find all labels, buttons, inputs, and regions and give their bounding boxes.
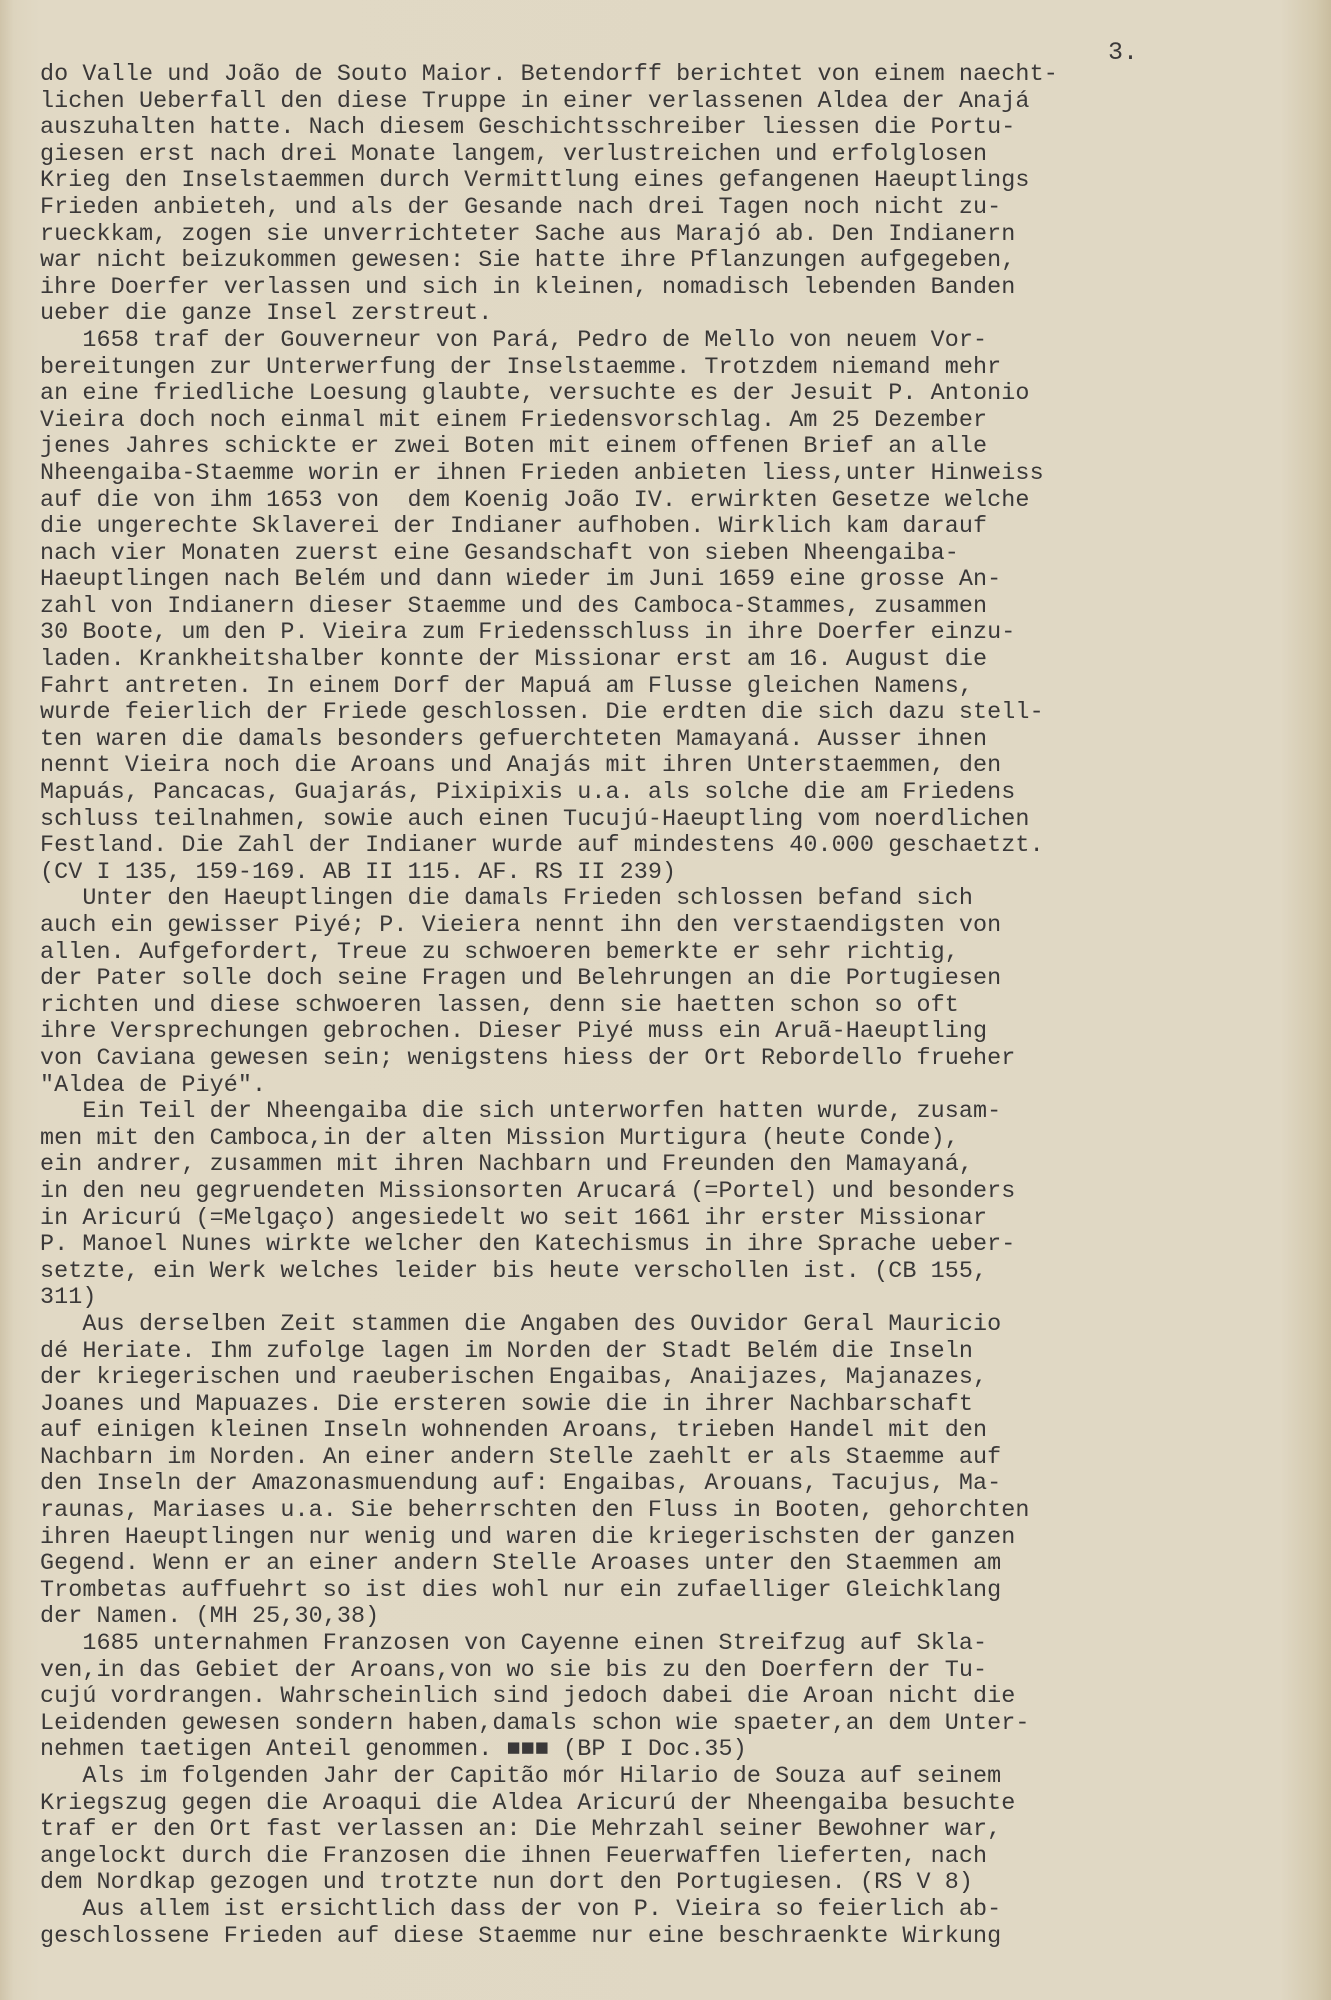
text-line: Aus allem ist ersichtlich dass der von P. Vieira so feierlich ab-	[40, 1896, 1002, 1923]
text-line: Nachbarn im Norden. An einer andern Stelle zaehlt er als Staemme auf	[40, 1444, 1002, 1471]
text-line: an eine friedliche Loesung glaubte, versuchte es der Jesuit P. Antonio	[40, 381, 1030, 408]
text-line: Ein Teil der Nheengaiba die sich unterworfen hatten wurde, zusam-	[40, 1099, 1002, 1126]
text-line: Leidenden gewesen sondern haben,damals schon wie spaeter,an dem Unter-	[40, 1710, 1030, 1737]
text-line: Vieira doch noch einmal mit einem Friedensvorschlag. Am 25 Dezember	[40, 407, 988, 434]
text-line: von Caviana gewesen sein; wenigstens hiess der Ort Rebordello frueher	[40, 1045, 1016, 1072]
text-line: auch ein gewisser Piyé; P. Vieiera nennt ihn den verstaendigsten von	[40, 913, 1002, 939]
text-line: war nicht beizukommen gewesen: Sie hatte ihre Pflanzungen aufgegeben,	[40, 248, 1016, 275]
text-line: Unter den Haeuptlingen die damals Frieden schlossen befand sich	[40, 886, 974, 913]
text-line: die ungerechte Sklaverei der Indianer aufhoben. Wirklich kam darauf	[40, 514, 988, 541]
text-line: ten waren die damals besonders gefuerchteten Mamayaná. Ausser ihnen	[40, 726, 988, 753]
text-line: traf er den Ort fast verlassen an: Die Mehrzahl seiner Bewohner war,	[40, 1817, 1002, 1844]
text-line: 30 Boote, um den P. Vieira zum Friedensschluss in ihre Doerfer einzu-	[40, 620, 1016, 647]
text-line: der Namen. (MH 25,30,38)	[40, 1604, 380, 1631]
text-line: 1658 traf der Gouverneur von Pará, Pedro de Mello von neuem Vor-	[40, 327, 988, 354]
text-line: ven,in das Gebiet der Aroans,von wo sie bis zu den Doerfern der Tu-	[40, 1657, 988, 1684]
text-line: men mit den Camboca,in der alten Mission Murtigura (heute Conde),	[40, 1125, 959, 1152]
text-line: schluss teilnahmen, sowie auch einen Tucujú-Haeuptling vom noerdlichen	[40, 806, 1030, 833]
text-line: auf die von ihm 1653 von dem Koenig João IV. erwirkten Gesetze welche	[40, 487, 1030, 514]
text-line: allen. Aufgefordert, Treue zu schwoeren bemerkte er sehr richtig,	[40, 939, 959, 966]
text-line: zahl von Indianern dieser Staemme und des Camboca-Stammes, zusammen	[40, 593, 988, 620]
text-line: nennt Vieira noch die Aroans und Anajás mit ihren Unterstaemmen, den	[40, 753, 1002, 780]
text-line: Trombetas auffuehrt so ist dies wohl nur ein zufaelliger Gleichklang	[40, 1577, 1002, 1604]
text-line: Aus derselben Zeit stammen die Angaben des Ouvidor Geral Mauricio	[40, 1311, 1002, 1338]
text-line: richten und diese schwoeren lassen, denn sie haetten schon so oft	[40, 992, 959, 1019]
text-line: ihre Versprechungen gebrochen. Dieser Piyé muss ein Aruã-Haeuptling	[40, 1019, 988, 1046]
text-line: P. Manoel Nunes wirkte welcher den Katechismus in ihre Sprache ueber-	[40, 1232, 1016, 1259]
text-line: do Valle und João de Souto Maior. Betendorff berichtet von einem naecht-	[40, 62, 1058, 88]
text-line: jenes Jahres schickte er zwei Boten mit einem offenen Brief an alle	[40, 434, 988, 461]
body-text	[40, 62, 1300, 1950]
text-line: Haeuptlingen nach Belém und dann wieder im Juni 1659 eine grosse An-	[40, 567, 1002, 594]
text-line: der Pater solle doch seine Fragen und Belehrungen an die Portugiesen	[40, 966, 1002, 993]
text-line: dé Heriate. Ihm zufolge lagen im Norden der Stadt Belém die Inseln	[40, 1338, 974, 1365]
text-line: Gegend. Wenn er an einer andern Stelle Aroases unter den Staemmen am	[40, 1551, 1002, 1578]
text-line: giesen erst nach drei Monate langem, verlustreichen und erfolglosen	[40, 141, 988, 168]
text-line: geschlossene Frieden auf diese Staemme nur eine beschraenkte Wirkung	[40, 1923, 1002, 1950]
text-line: nach vier Monaten zuerst eine Gesandschaft von sieben Nheengaiba-	[40, 540, 959, 567]
text-line: ihren Haeuptlingen nur wenig und waren die kriegerischsten der ganzen	[40, 1524, 1016, 1551]
text-line: den Inseln der Amazonasmuendung auf: Engaibas, Arouans, Tacujus, Ma-	[40, 1471, 1002, 1498]
text-line: Mapuás, Pancacas, Guajarás, Pixipixis u.a. als solche die am Friedens	[40, 780, 1016, 807]
text-line: Joanes und Mapuazes. Die ersteren sowie die in ihrer Nachbarschaft	[40, 1391, 974, 1418]
text-line: in Aricurú (=Melgaço) angesiedelt wo seit 1661 ihr erster Missionar	[40, 1205, 988, 1232]
text-line: laden. Krankheitshalber konnte der Missionar erst am 16. August die	[40, 647, 988, 674]
text-line: Nheengaiba-Staemme worin er ihnen Frieden anbieten liess,unter Hinweiss	[40, 460, 1044, 487]
text-line: setzte, ein Werk welches leider bis heute verschollen ist. (CB 155,	[40, 1258, 988, 1285]
page-number: 3.	[1108, 38, 1139, 67]
text-line: Frieden anbieteh, und als der Gesande nach drei Tagen noch nicht zu-	[40, 194, 1002, 221]
text-line: rueckkam, zogen sie unverrichteter Sache aus Marajó ab. Den Indianern	[40, 221, 1016, 248]
text-line: Kriegszug gegen die Aroaqui die Aldea Aricurú der Nheengaiba besuchte	[40, 1790, 1016, 1817]
text-line: 311)	[40, 1285, 97, 1312]
text-line: in den neu gegruendeten Missionsorten Arucará (=Portel) und besonders	[40, 1178, 1016, 1205]
text-line: nehmen taetigen Anteil genommen. ■■■ (BP I Doc.35)	[40, 1737, 747, 1764]
text-line: 1685 unternahmen Franzosen von Cayenne einen Streifzug auf Skla-	[40, 1631, 988, 1658]
text-line: wurde feierlich der Friede geschlossen. Die erdten die sich dazu stell-	[40, 700, 1044, 727]
text-line: auf einigen kleinen Inseln wohnenden Aroans, trieben Handel mit den	[40, 1418, 988, 1445]
text-line: Als im folgenden Jahr der Capitão mór Hilario de Souza auf seinem	[40, 1764, 1002, 1790]
text-line: Krieg den Inselstaemmen durch Vermittlung eines gefangenen Haeuptlings	[40, 168, 1030, 195]
text-line: dem Nordkap gezogen und trotzte nun dort den Portugiesen. (RS V 8)	[40, 1870, 974, 1897]
text-line: der kriegerischen und raeuberischen Engaibas, Anaijazes, Majanazes,	[40, 1365, 988, 1392]
text-line: (CV I 135, 159-169. AB II 115. AF. RS II 239)	[40, 859, 677, 886]
text-line: ein andrer, zusammen mit ihren Nachbarn und Freunden den Mamayaná,	[40, 1152, 974, 1179]
text-line: angelockt durch die Franzosen die ihnen Feuerwaffen lieferten, nach	[40, 1843, 988, 1870]
text-line: lichen Ueberfall den diese Truppe in einer verlassenen Aldea der Anajá	[40, 88, 1030, 115]
text-line: ueber die ganze Insel zerstreut.	[40, 301, 493, 328]
text-line: auszuhalten hatte. Nach diesem Geschichtsschreiber liessen die Portu-	[40, 115, 1016, 142]
text-line: bereitungen zur Unterwerfung der Inselstaemme. Trotzdem niemand mehr	[40, 354, 1002, 381]
text-line: raunas, Mariases u.a. Sie beherrschten den Fluss in Booten, gehorchten	[40, 1498, 1030, 1525]
text-line: cujú vordrangen. Wahrscheinlich sind jedoch dabei die Aroan nicht die	[40, 1684, 1016, 1711]
text-line: Festland. Die Zahl der Indianer wurde auf mindestens 40.000 geschaetzt.	[40, 833, 1044, 860]
text-line: Fahrt antreten. In einem Dorf der Mapuá am Flusse gleichen Namens,	[40, 673, 974, 700]
text-line: ihre Doerfer verlassen und sich in kleinen, nomadisch lebenden Banden	[40, 274, 1016, 301]
text-line: "Aldea de Piyé".	[40, 1072, 267, 1099]
